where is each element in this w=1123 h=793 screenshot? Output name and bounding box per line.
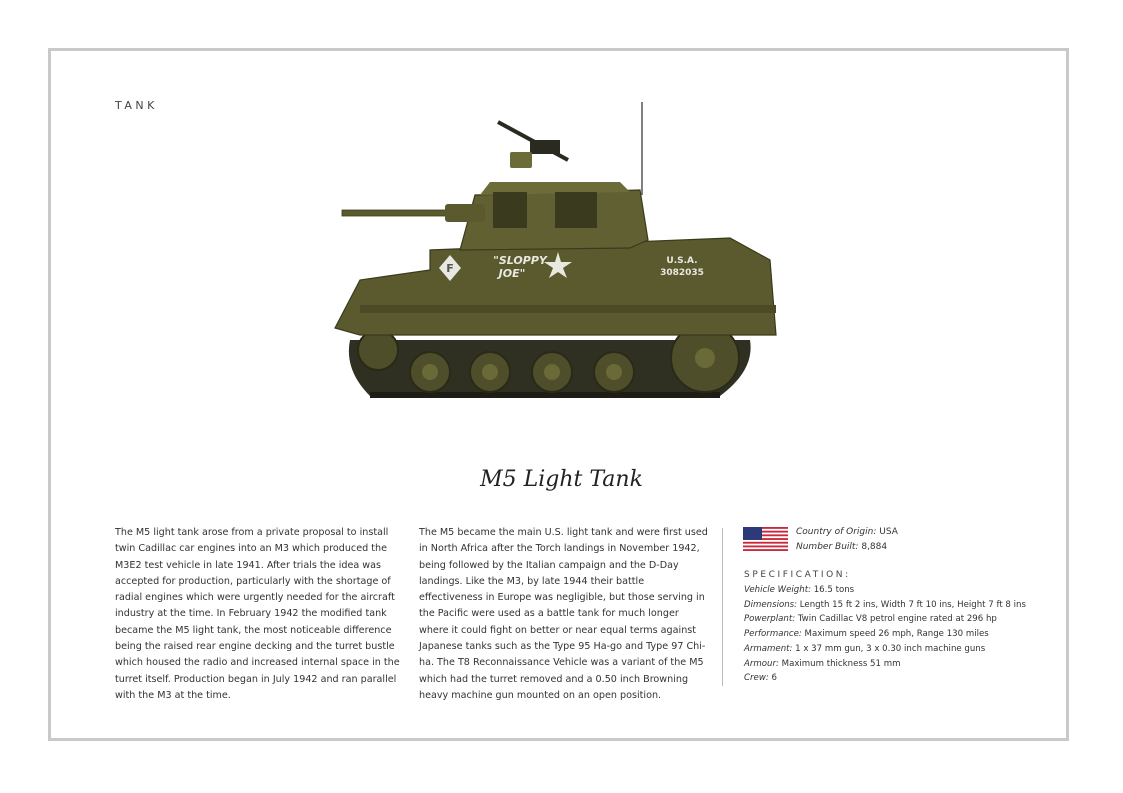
usa-marking: U.S.A. [666, 256, 698, 266]
origin-value: USA [879, 527, 898, 537]
description-column-1: The M5 light tank arose from a private proposal to install twin Cadillac car engines into an M3 which produced the M3E2 test vehicle in late 1941. After trials the idea was accepted for production, particularly with the shortage of radial engines which were urgently needed for the aircraft industry at the time. In February 1942 the modified tank became the M5 light tank, the most noticeable difference being the raised rear engine decking and the turret bustle which housed the radio and increased internal space in the turret itself. Production began in July 1942 and ran parallel with the M3 at the time. [115, 527, 400, 701]
spec-title: SPECIFICATION: [744, 570, 851, 580]
spec-item: Powerplant: Twin Cadillac V8 petrol engine rated at 296 hp [744, 614, 997, 625]
nickname-line1: "SLOPPY [493, 254, 547, 267]
origin-block [796, 525, 898, 555]
nickname-line2: JOE" [498, 267, 526, 280]
description-column-2: The M5 became the main U.S. light tank and were first used in North Africa after the Torch landings in November 1942, being followed by the Italian campaign and the D-Day landings. Like the M3, by late 1944 their battle effectiveness in Europe was negligible, but those serving in the Pacific were used as a battle tank for much longer where it could fight on better or near equal terms against Japanese tanks such as the Type 95 Ha-go and Type 97 Chi-ha. The T8 Reconnaissance Vehicle was a variant of the M5 which had the turret removed and a 0.50 inch Browning heavy machine gun mounted on an open position. [419, 527, 708, 701]
serial-marking: 3082035 [660, 268, 704, 278]
built-label: Number Built: [796, 542, 859, 552]
tank-illustration [330, 100, 790, 410]
usa-flag-icon [743, 527, 788, 551]
spec-item: Vehicle Weight: 16.5 tons [744, 585, 855, 595]
spec-list [744, 583, 1044, 686]
origin-label: Country of Origin: [796, 527, 877, 537]
diamond-letter: F [446, 262, 454, 275]
spec-item: Performance: Maximum speed 26 mph, Range 130 miles [744, 629, 989, 640]
spec-item: Armament: 1 x 37 mm gun, 3 x 0.30 inch machine guns [744, 643, 986, 654]
page-title: M5 Light Tank [480, 467, 643, 492]
built-value: 8,884 [861, 542, 888, 552]
spec-item: Dimensions: Length 15 ft 2 ins, Width 7 ft 10 ins, Height 7 ft 8 ins [744, 599, 1026, 610]
category-label: TANK [115, 99, 158, 112]
column-divider [722, 528, 723, 686]
spec-item: Armour: Maximum thickness 51 mm [744, 658, 901, 669]
spec-item: Crew: 6 [744, 673, 777, 684]
